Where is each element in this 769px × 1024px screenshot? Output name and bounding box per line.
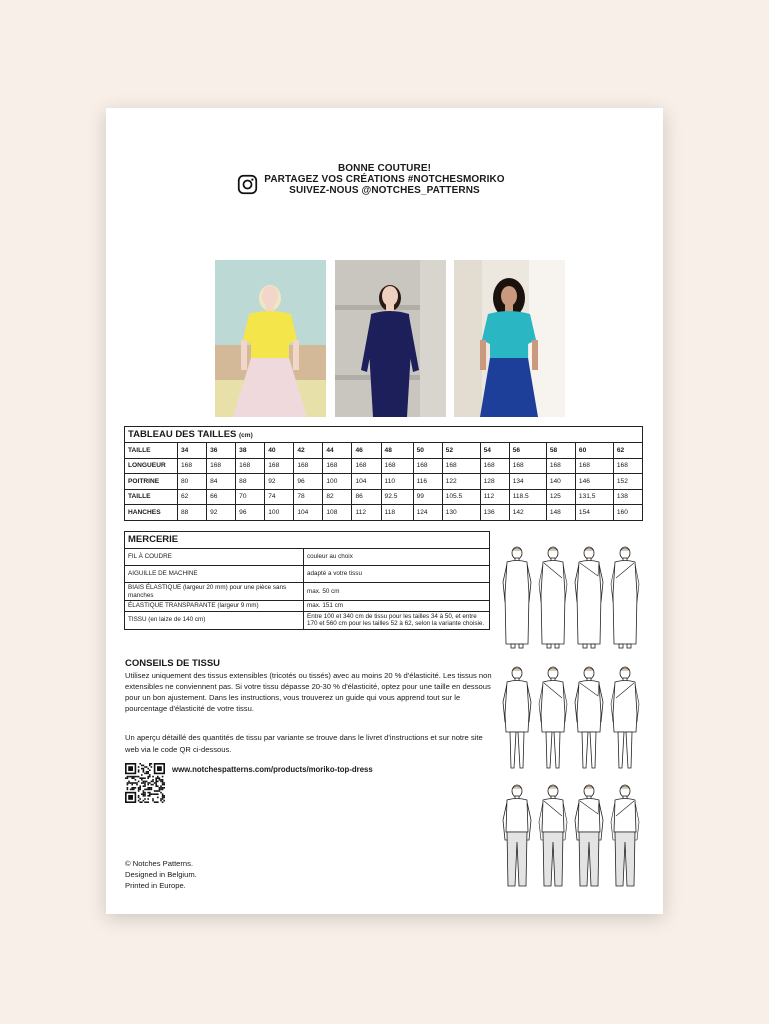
- size-table-row: [125, 505, 643, 521]
- size-cell: 96: [236, 505, 265, 521]
- garment-variant-figure: [503, 547, 531, 648]
- size-cell: 46: [352, 443, 381, 459]
- size-cell: 168: [352, 458, 381, 474]
- size-row-label: TAILLE: [125, 489, 178, 505]
- garment-variant-figure: [539, 785, 567, 886]
- size-cell: 78: [294, 489, 323, 505]
- model-photo-yellow-top: [215, 260, 326, 417]
- size-cell: 138: [613, 489, 642, 505]
- size-cell: 110: [381, 474, 413, 490]
- size-cell: 88: [236, 474, 265, 490]
- size-cell: 152: [613, 474, 642, 490]
- header-text: [106, 163, 663, 196]
- mercerie-item: ÉLASTIQUE TRANSPARANTE (largeur 9 mm): [125, 601, 304, 612]
- size-table-row: [125, 443, 643, 459]
- size-cell: 80: [178, 474, 207, 490]
- qr-code[interactable]: [125, 763, 165, 803]
- size-cell: 38: [236, 443, 265, 459]
- size-cell: 168: [546, 458, 575, 474]
- size-cell: 168: [613, 458, 642, 474]
- designed-in: Designed in Belgium.: [125, 870, 197, 879]
- fabric-overview-note: Un aperçu détaillé des quantités de tissu par variante se trouve dans le livret d'instructions et sur notre site web via le code QR ci-dessous.: [125, 733, 483, 754]
- size-row-label: POITRINE: [125, 474, 178, 490]
- size-table-title: TABLEAU DES TAILLES (cm): [125, 427, 643, 443]
- size-cell: 128: [480, 474, 509, 490]
- size-cell: 168: [236, 458, 265, 474]
- size-cell: 84: [207, 474, 236, 490]
- size-cell: 36: [207, 443, 236, 459]
- size-table-row: [125, 474, 643, 490]
- garment-variant-figure: [575, 547, 603, 648]
- mercerie-value: max. 50 cm: [304, 583, 490, 601]
- size-cell: 86: [352, 489, 381, 505]
- size-cell: 118.5: [509, 489, 546, 505]
- size-cell: 66: [207, 489, 236, 505]
- size-cell: 118: [381, 505, 413, 521]
- header-greeting: BONNE COUTURE!: [337, 163, 432, 174]
- mercerie-value: Entre 100 et 340 cm de tissu pour les tailles 34 à 50, et entre 170 et 560 cm pour les tailles 52 à 62, selon la variante choisie.: [304, 611, 490, 629]
- size-row-label: HANCHES: [125, 505, 178, 521]
- copyright: © Notches Patterns.: [125, 859, 194, 868]
- model-photo-turquoise-top: [454, 260, 565, 417]
- garment-variants-illustration: [500, 544, 650, 899]
- mercerie-value: couleur au choix: [304, 549, 490, 566]
- size-cell: 40: [265, 443, 294, 459]
- size-cell: 100: [323, 474, 352, 490]
- size-cell: 88: [178, 505, 207, 521]
- size-cell: 168: [294, 458, 323, 474]
- size-cell: 48: [381, 443, 413, 459]
- size-cell: 124: [413, 505, 442, 521]
- mercerie-item: TISSU (en laize de 140 cm): [125, 611, 304, 629]
- mercerie-item: AIGUILLE DE MACHINE: [125, 566, 304, 583]
- printed-in: Printed in Europe.: [125, 881, 186, 890]
- size-cell: 112: [352, 505, 381, 521]
- size-cell: 134: [509, 474, 546, 490]
- size-table-row: [125, 458, 643, 474]
- mercerie-title: MERCERIE: [125, 532, 490, 549]
- size-cell: 50: [413, 443, 442, 459]
- size-cell: 168: [413, 458, 442, 474]
- footer: [125, 858, 197, 891]
- garment-variant-figure: [503, 667, 531, 768]
- mercerie-value: max. 151 cm: [304, 601, 490, 612]
- mercerie-row: [125, 601, 490, 612]
- size-cell: 104: [294, 505, 323, 521]
- size-cell: 136: [480, 505, 509, 521]
- size-cell: 112: [480, 489, 509, 505]
- size-cell: 52: [442, 443, 480, 459]
- garment-variant-figure: [611, 785, 639, 886]
- garment-variant-figure: [539, 547, 567, 648]
- garment-variant-figure: [539, 667, 567, 768]
- mercerie-item: FIL À COUDRE: [125, 549, 304, 566]
- size-cell: 100: [265, 505, 294, 521]
- garment-variant-figure: [611, 667, 639, 768]
- garment-variant-figure: [611, 547, 639, 648]
- size-cell: 74: [265, 489, 294, 505]
- size-cell: 160: [613, 505, 642, 521]
- size-cell: 168: [575, 458, 613, 474]
- mercerie-item: BIAIS ÉLASTIQUE (largeur 20 mm) pour une pièce sans manches: [125, 583, 304, 601]
- size-cell: 142: [509, 505, 546, 521]
- mercerie-row: [125, 566, 490, 583]
- size-table: [124, 426, 643, 521]
- size-cell: 54: [480, 443, 509, 459]
- size-row-label: LONGUEUR: [125, 458, 178, 474]
- size-cell: 168: [265, 458, 294, 474]
- size-cell: 58: [546, 443, 575, 459]
- mercerie-row: [125, 583, 490, 601]
- size-cell: 70: [236, 489, 265, 505]
- garment-variant-figure: [575, 667, 603, 768]
- model-photo-navy-dress: [335, 260, 446, 417]
- size-table-row: [125, 489, 643, 505]
- size-cell: 92.5: [381, 489, 413, 505]
- size-cell: 82: [323, 489, 352, 505]
- size-cell: 146: [575, 474, 613, 490]
- size-cell: 92: [265, 474, 294, 490]
- size-cell: 105.5: [442, 489, 480, 505]
- size-cell: 92: [207, 505, 236, 521]
- size-cell: 148: [546, 505, 575, 521]
- pattern-back-sheet: [106, 108, 663, 914]
- size-row-label: TAILLE: [125, 443, 178, 459]
- header-hashtag: PARTAGEZ VOS CRÉATIONS #NOTCHESMORIKO: [264, 174, 505, 185]
- fabric-advice-text: Utilisez uniquement des tissus extensibles (tricotés ou tissés) avec au moins 20 % d'élasticité. Les tissus non extensibles ne conviennent pas. Si votre tissu dépasse 20-30 % d'élasticité, optez pour une taille en dessous pour un bon ajustement. Dans les instructions, vous trouverez un guide qui vous apprend tout sur le pourcentage d'élasticité de votre tissu.: [125, 671, 492, 713]
- mercerie-table: [124, 531, 490, 630]
- website-link[interactable]: www.notchespatterns.com/products/moriko-top-dress: [172, 765, 373, 774]
- garment-variant-figure: [575, 785, 603, 886]
- size-cell: 56: [509, 443, 546, 459]
- size-cell: 34: [178, 443, 207, 459]
- mercerie-value: adapté a votre tissu: [304, 566, 490, 583]
- size-cell: 104: [352, 474, 381, 490]
- fabric-advice: [125, 658, 497, 714]
- header-follow: SUIVEZ-NOUS @NOTCHES_PATTERNS: [289, 185, 480, 196]
- size-cell: 168: [509, 458, 546, 474]
- garment-variant-figure: [503, 785, 531, 886]
- size-cell: 99: [413, 489, 442, 505]
- mercerie-row: [125, 549, 490, 566]
- size-cell: 96: [294, 474, 323, 490]
- size-cell: 42: [294, 443, 323, 459]
- mercerie-row: [125, 611, 490, 629]
- fabric-advice-title: CONSEILS DE TISSU: [125, 658, 221, 669]
- size-cell: 125: [546, 489, 575, 505]
- size-cell: 168: [480, 458, 509, 474]
- size-cell: 122: [442, 474, 480, 490]
- size-cell: 168: [323, 458, 352, 474]
- size-cell: 140: [546, 474, 575, 490]
- size-cell: 60: [575, 443, 613, 459]
- size-cell: 168: [381, 458, 413, 474]
- size-cell: 108: [323, 505, 352, 521]
- size-cell: 44: [323, 443, 352, 459]
- size-cell: 154: [575, 505, 613, 521]
- size-cell: 130: [442, 505, 480, 521]
- size-cell: 168: [207, 458, 236, 474]
- size-cell: 168: [178, 458, 207, 474]
- size-cell: 62: [178, 489, 207, 505]
- size-cell: 168: [442, 458, 480, 474]
- size-cell: 116: [413, 474, 442, 490]
- size-cell: 131,5: [575, 489, 613, 505]
- size-cell: 62: [613, 443, 642, 459]
